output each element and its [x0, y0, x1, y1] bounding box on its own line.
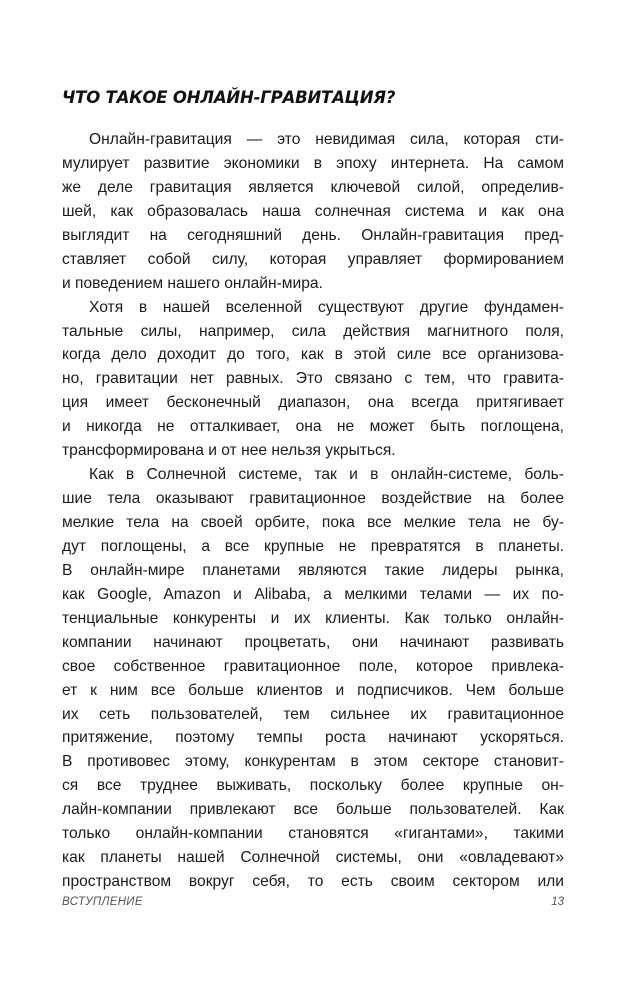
text-line: пространством вокруг себя, то есть своим сектором или [62, 873, 564, 891]
text-line: мулирует развитие экономики в эпоху интернета. На самом [62, 154, 564, 172]
text-line: свое собственное гравитационное поле, которое привлека- [62, 657, 564, 675]
text-line: шей, как образовалась наша солнечная система и как она [62, 202, 564, 220]
text-line: шие тела оказывают гравитационное воздействие на более [62, 490, 564, 508]
text-line: но, гравитации нет равных. Это связано с тем, что гравита- [62, 370, 564, 388]
text-line: тенциальные конкуренты и их клиенты. Как только онлайн- [62, 609, 564, 627]
text-line: же деле гравитация является ключевой силой, определив- [62, 178, 564, 196]
text-line: как планеты нашей Солнечной системы, они «овладевают» [62, 849, 564, 867]
text-line: В онлайн-мире планетами являются такие лидеры рынка, [62, 561, 564, 579]
text-line: дут поглощены, а все крупные не превратятся в планеты. [62, 537, 564, 555]
text-line: ет к ним все больше клиентов и подписчиков. Чем больше [62, 681, 564, 699]
text-line: компании начинают процветать, они начинают развивать [62, 633, 564, 651]
text-line: когда дело доходит до того, как в этой силе все организова- [62, 346, 564, 364]
text-line: как Google, Amazon и Alibaba, а мелкими телами — их по- [62, 585, 564, 603]
text-line: выглядит на сегодняшний день. Онлайн-гравитация пред- [62, 226, 564, 244]
text-line: В противовес этому, конкурентам в этом секторе становит- [62, 753, 564, 771]
text-line: ция имеет бесконечный диапазон, она всегда притягивает [62, 394, 564, 412]
text-line: только онлайн-компании становятся «гигантами», такими [62, 825, 564, 843]
running-footer-section: ВСТУПЛЕНИЕ [62, 896, 143, 908]
text-line: мелкие тела на своей орбите, пока все мелкие тела не бу- [62, 514, 564, 531]
body-text [62, 128, 564, 894]
text-line: Хотя в нашей вселенной существуют другие фундамен- [89, 298, 564, 316]
section-heading: ЧТО ТАКОЕ ОНЛАЙН-ГРАВИТАЦИЯ? [62, 88, 396, 107]
text-line: ся все труднее выживать, поскольку более крупные он- [62, 777, 564, 795]
page-number: 13 [551, 896, 564, 908]
text-line: и никогда не отталкивает, она не может быть поглощена, [62, 418, 564, 436]
text-line: лайн-компании привлекают все больше пользователей. Как [62, 801, 564, 819]
text-line: притяжение, поэтому темпы роста начинают ускоряться. [62, 729, 564, 747]
text-line: Онлайн-гравитация — это невидимая сила, которая сти- [89, 131, 564, 148]
text-line: тальные силы, например, сила действия магнитного поля, [62, 322, 564, 340]
text-line: ставляет собой силу, которая управляет формированием [62, 250, 564, 268]
text-line: их сеть пользователей, тем сильнее их гравитационное [62, 705, 564, 723]
text-line: трансформирована и от нее нельзя укрыться. [62, 442, 396, 460]
text-line: Как в Солнечной системе, так и в онлайн-системе, боль- [89, 466, 564, 484]
text-line: и поведением нашего онлайн-мира. [62, 274, 323, 292]
